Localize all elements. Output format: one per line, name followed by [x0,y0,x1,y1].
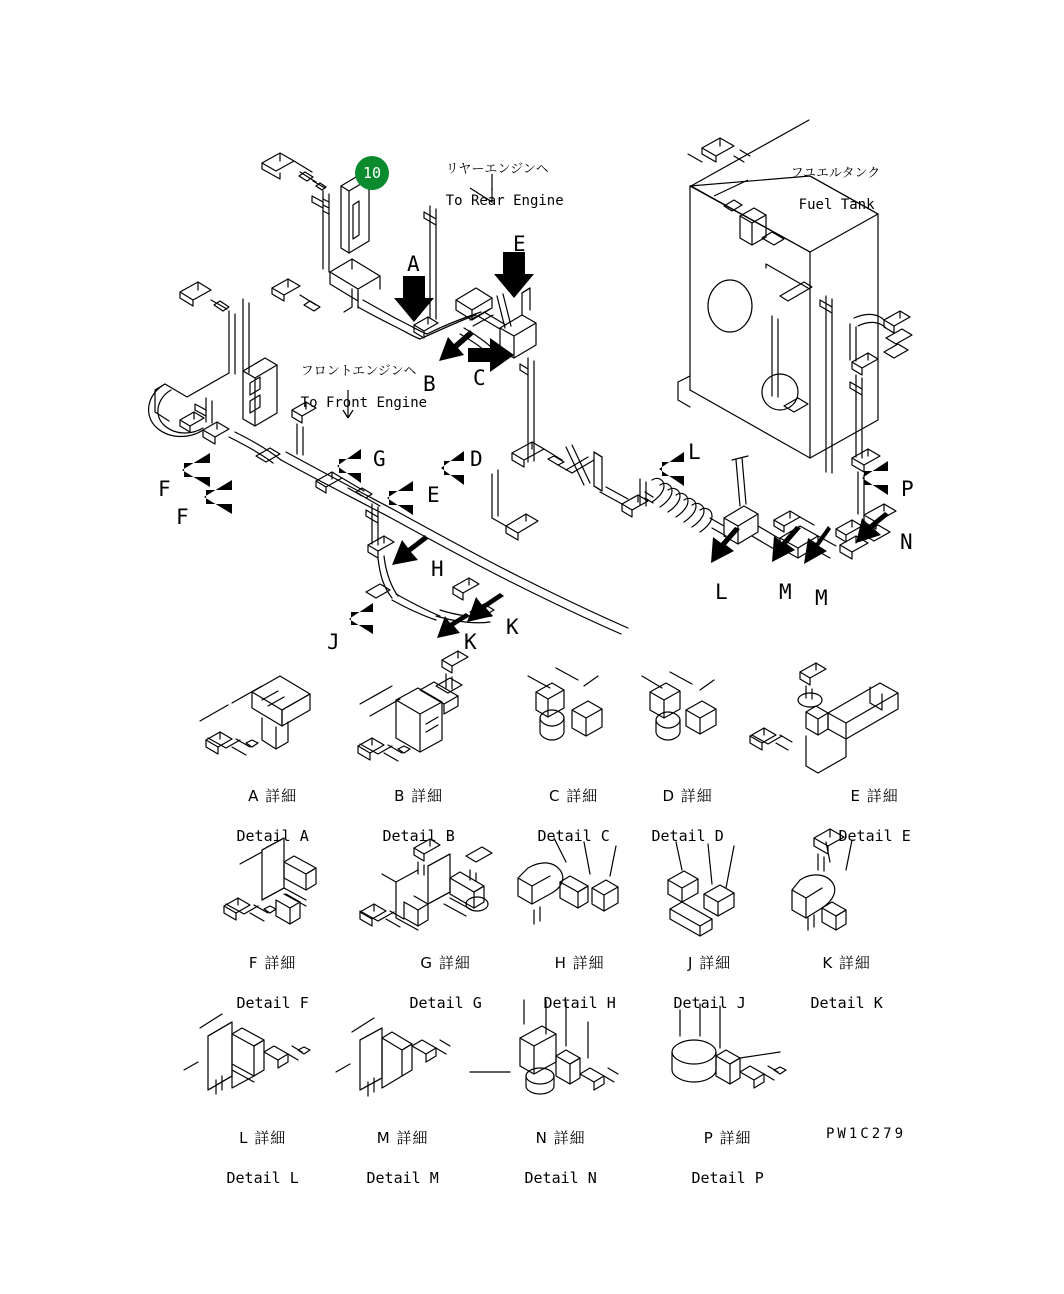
detail-caption-b [339,766,479,846]
detail-caption-f [193,933,333,1013]
detail-p-en: Detail P [691,1169,764,1187]
annotation-to-rear-engine-jp: リヤーエンジンヘ [445,161,549,177]
detail-caption-l [183,1108,323,1188]
detail-d-jp: D 詳細 [662,787,713,805]
detail-caption-h [500,933,640,1013]
section-letter-f-upper: F [158,477,171,501]
section-letter-f-lower: F [176,505,189,529]
detail-caption-n [481,1108,621,1188]
detail-m-en: Detail M [366,1169,439,1187]
section-letter-e-mid: E [427,483,440,507]
section-letter-k-left: K [464,630,477,654]
detail-j-en: Detail J [673,994,746,1012]
section-letter-g: G [373,447,386,471]
section-letter-e-top: E [513,232,526,256]
section-letter-j: J [327,630,340,654]
detail-k-en: Detail K [810,994,883,1012]
detail-b-jp: B 詳細 [394,787,444,805]
detail-g-en: Detail G [409,994,482,1012]
detail-p-jp: P 詳細 [703,1129,752,1147]
detail-caption-m [323,1108,463,1188]
section-letter-c: C [473,366,486,390]
section-letter-h: H [431,557,444,581]
annotation-to-rear-engine-en: To Rear Engine [445,192,564,209]
detail-l-en: Detail L [226,1169,299,1187]
section-letter-l-top: L [688,440,701,464]
detail-f-jp: F 詳細 [248,954,297,972]
detail-caption-g [366,933,506,1013]
detail-h-jp: H 詳細 [554,954,605,972]
detail-j-jp: J 詳細 [688,954,732,972]
annotation-to-front-engine-jp: フロントエンジンヘ [300,363,417,379]
detail-caption-j [630,933,770,1013]
section-letter-n: N [900,530,913,554]
annotation-to-front-engine-en: To Front Engine [300,394,428,411]
drawing-code: PW1C279 [826,1126,907,1142]
detail-n-en: Detail N [524,1169,597,1187]
detail-c-en: Detail C [537,827,610,845]
detail-a-en: Detail A [236,827,309,845]
section-letter-a: A [407,252,420,276]
detail-e-en: Detail E [838,827,911,845]
detail-a-jp: A 詳細 [248,787,298,805]
annotation-fuel-tank-en: Fuel Tank [798,196,875,213]
detail-h-en: Detail H [543,994,616,1012]
detail-n-jp: N 詳細 [535,1129,586,1147]
section-letter-d: D [470,447,483,471]
detail-c-jp: C 詳細 [549,787,599,805]
section-letter-m-right: M [815,586,828,610]
section-letter-m-left: M [779,580,792,604]
detail-m-jp: M 詳細 [376,1129,429,1147]
callout-10: 10 [355,156,389,190]
detail-g-jp: G 詳細 [420,954,471,972]
section-letter-l-bottom: L [715,580,728,604]
section-letter-p: P [901,477,914,501]
detail-caption-k [767,933,907,1013]
detail-f-en: Detail F [236,994,309,1012]
section-letter-b: B [423,372,436,396]
detail-k-jp: K 詳細 [822,954,871,972]
detail-caption-d [608,766,748,846]
detail-caption-p [648,1108,788,1188]
annotation-fuel-tank-jp: フユエルタンク [790,165,881,181]
detail-e-jp: E 詳細 [850,787,899,805]
detail-caption-a [193,766,333,846]
detail-caption-e [795,766,935,846]
section-letter-k-right: K [506,615,519,639]
detail-b-en: Detail B [382,827,455,845]
detail-d-en: Detail D [651,827,724,845]
detail-l-jp: L 詳細 [239,1129,287,1147]
